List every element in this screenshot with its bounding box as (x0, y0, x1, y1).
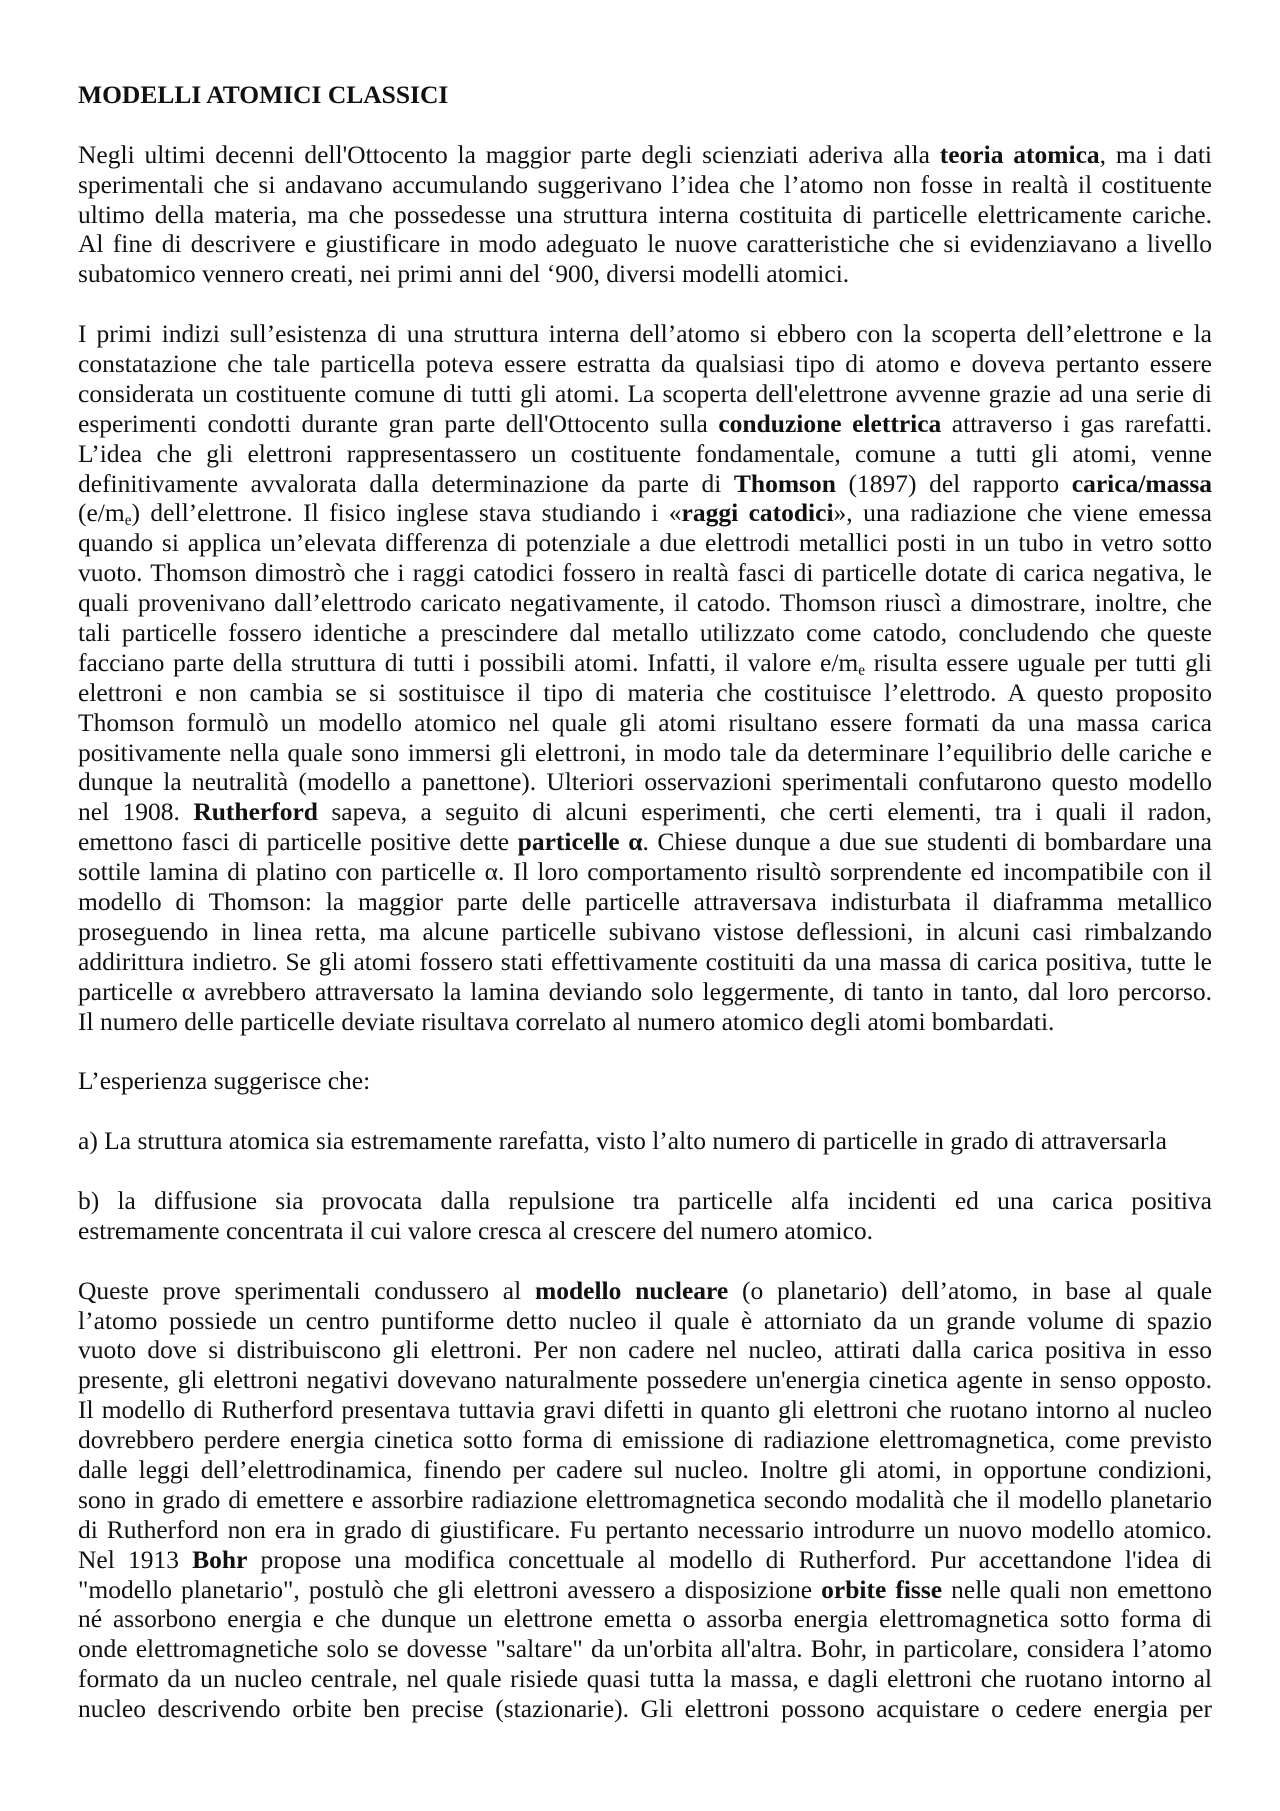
paragraph-modello-nucleare-bohr (78, 1276, 1212, 1724)
text-line (78, 738, 1212, 768)
text-line (78, 1276, 1212, 1306)
text-line (78, 229, 1212, 259)
bold-term: carica/massa (1071, 468, 1212, 498)
text-run: I primi indizi sull’esistenza di una struttura interna dell’atomo si ebbero con la scoperta dell’elettrone e la (78, 319, 1212, 349)
bold-term: particelle α (517, 827, 643, 857)
text-run: sono in grado di emettere e assorbire radiazione elettromagnetica secondo modalità che il modello planetario (78, 1484, 1212, 1514)
text-run: modello di Thomson: la maggior parte delle particelle attraversava indisturbata il diaframma metallico (78, 887, 1212, 917)
text-line (78, 379, 1212, 409)
text-run: L’idea che gli elettroni rappresentassero un costituente fondamentale, comune a tutti gli atomi, venne (78, 438, 1212, 468)
bold-term: Rutherford (193, 797, 318, 827)
text-line (78, 409, 1212, 439)
text-run: risulta essere uguale per tutti gli (865, 647, 1212, 677)
text-run: addirittura indietro. Se gli atomi fossero stati effettivamente costituiti da una massa di carica positiva, tutte le (78, 946, 1212, 976)
text-run: nucleo descrivendo orbite ben precise (stazionarie). Gli elettroni possono acquistare o cedere energia per (78, 1694, 1212, 1724)
text-run: Nel 1913 (78, 1544, 193, 1574)
text-run: a) La struttura atomica sia estremamente rarefatta, visto l’alto numero di particelle in grado di attraversarla (78, 1126, 1167, 1156)
text-run: constatazione che tale particella poteva essere estratta da qualsiasi tipo di atomo e doveva pertanto essere (78, 349, 1212, 379)
subscript: e (124, 512, 132, 530)
text-line (78, 1365, 1212, 1395)
text-run: Negli ultimi decenni dell'Ottocento la maggior parte degli scienziati aderiva alla (78, 139, 940, 169)
text-run: dovrebbero perdere energia cinetica sotto forma di emissione di radiazione elettromagnetica, come previsto (78, 1425, 1212, 1455)
bold-term: raggi catodici (681, 498, 834, 528)
text-run: particelle α avrebbero attraversato la lamina deviando solo leggermente, di tanto in tanto, dal loro percorso. (78, 976, 1212, 1006)
text-run: formato da un nucleo centrale, nel quale risiede quasi tutta la massa, e dagli elettroni che ruotano intorno al (78, 1664, 1212, 1694)
text-line (78, 1066, 1212, 1096)
text-line (78, 1664, 1212, 1694)
text-run: b) la diffusione sia provocata dalla repulsione tra particelle alfa incidenti ed una carica positiva (78, 1185, 1212, 1215)
text-run: elettroni e non cambia se si sostituisce il tipo di materia che costituisce l’elettrodo. A questo proposito (78, 677, 1212, 707)
text-line (78, 917, 1212, 947)
text-run: esperimenti condotti durante gran parte dell'Ottocento sulla (78, 408, 719, 438)
text-run: sottile lamina di platino con particelle α. Il loro comportamento risultò sorprendente ed incompatibile con il (78, 857, 1212, 887)
text-line (78, 1216, 1212, 1246)
text-run: nel 1908. (78, 797, 194, 827)
text-line (78, 259, 1212, 289)
text-line (78, 1545, 1212, 1575)
text-run: definitivamente avvalorata dalla determinazione da parte di (78, 468, 734, 498)
text-line (78, 140, 1212, 170)
text-run: sapeva, a seguito di alcuni esperimenti, che certi elementi, tra i quali il radon, (317, 797, 1212, 827)
text-run: di Rutherford non era in grado di giustificare. Fu pertanto necessario introdurre un nuovo modello atomico. (78, 1514, 1212, 1544)
text-line (78, 678, 1212, 708)
text-run: "modello planetario", postulò che gli elettroni avessero a disposizione (78, 1574, 822, 1604)
text-line (78, 498, 1212, 528)
text-run: positivamente nella quale sono immersi gli elettroni, in modo tale da determinare l’equilibrio delle cariche e (78, 737, 1212, 767)
text-run: vuoto. Thomson dimostrò che i raggi catodici fossero in realtà fasci di particelle dotate di carica negativa, le (78, 558, 1212, 588)
text-run: proseguendo in linea retta, ma alcune particelle subivano vistose deflessioni, in alcuni casi rimbalzando (78, 916, 1212, 946)
text-line (78, 1694, 1212, 1724)
bold-term: Bohr (192, 1544, 248, 1574)
text-line (78, 1575, 1212, 1605)
list-item-a (78, 1126, 1212, 1156)
text-run: Il modello di Rutherford presentava tuttavia gravi difetti in quanto gli elettroni che ruotano intorno al nucleo (78, 1395, 1212, 1425)
text-run: , ma i dati (1099, 139, 1212, 169)
bold-term: Thomson (733, 468, 836, 498)
text-line (78, 1604, 1212, 1634)
bold-term: teoria atomica (939, 139, 1100, 169)
text-run: L’esperienza suggerisce che: (78, 1066, 371, 1096)
text-line (78, 797, 1212, 827)
text-run: né assorbono energia e che dunque un elettrone emetta o assorba energia elettromagnetica sotto forma di (78, 1604, 1212, 1634)
text-run: dalle leggi dell’elettrodinamica, finendo per cadere sul nucleo. Inoltre gli atomi, in opportune condizioni, (78, 1454, 1212, 1484)
text-run: . Chiese dunque a due sue studenti di bombardare una (642, 827, 1212, 857)
bold-term: orbite fisse (821, 1574, 943, 1604)
text-line (78, 1007, 1212, 1037)
text-line (78, 947, 1212, 977)
list-item-b (78, 1186, 1212, 1246)
text-line (78, 1335, 1212, 1365)
text-run: propose una modifica concettuale al modello di Rutherford. Pur accettandone l'idea di (247, 1544, 1212, 1574)
text-run: sperimentali che si andavano accumulando suggerivano l’idea che l’atomo non fosse in realtà il costituente (78, 169, 1212, 199)
text-run: (o planetario) dell’atomo, in base al quale (728, 1275, 1213, 1305)
text-line (78, 977, 1212, 1007)
text-line (78, 588, 1212, 618)
text-line (78, 767, 1212, 797)
text-run: ) dell’elettrone. Il fisico inglese stava studiando i « (131, 498, 682, 528)
subscript: e (858, 661, 866, 679)
text-line (78, 170, 1212, 200)
text-line (78, 1485, 1212, 1515)
document-body (78, 80, 1212, 1754)
text-line (78, 857, 1212, 887)
text-line (78, 349, 1212, 379)
text-run: vuoto dove si distribuiscono gli elettroni. Per non cadere nel nucleo, attirati dalla carica positiva in esso (78, 1335, 1212, 1365)
text-line (78, 1306, 1212, 1336)
text-line (78, 1186, 1212, 1216)
text-run: onde elettromagnetiche solo se dovesse "saltare" da un'orbita all'altra. Bohr, in particolare, considera l’atomo (78, 1634, 1212, 1664)
text-run: subatomico vennero creati, nei primi anni del ‘900, diversi modelli atomici. (78, 259, 850, 289)
text-run: attraverso i gas rarefatti. (941, 408, 1212, 438)
text-run: considerata un costituente comune di tutti gli atomi. La scoperta dell'elettrone avvenne grazie ad una serie di (78, 378, 1212, 408)
text-line (78, 1455, 1212, 1485)
text-run: Il numero delle particelle deviate risultava correlato al numero atomico degli atomi bombardati. (78, 1006, 1055, 1036)
text-run: quando si applica un’elevata differenza di potenziale a due elettrodi metallici posti in un tubo in vetro sotto (78, 528, 1212, 558)
paragraph-intro (78, 140, 1212, 289)
text-line (78, 887, 1212, 917)
bold-term: modello nucleare (534, 1275, 729, 1305)
text-run: Queste prove sperimentali condussero al (78, 1275, 535, 1305)
text-line (78, 708, 1212, 738)
text-line (78, 1395, 1212, 1425)
text-run: (e/m (78, 498, 125, 528)
text-line (78, 319, 1212, 349)
text-line (78, 648, 1212, 678)
text-run: nelle quali non emettono (942, 1574, 1213, 1604)
text-run: tali particelle fossero identiche a prescindere dal metallo utilizzato come catodo, concludendo che queste (78, 618, 1212, 648)
text-run: facciano parte della struttura di tutti i possibili atomi. Infatti, il valore e/m (78, 647, 859, 677)
text-line (78, 469, 1212, 499)
bold-term: conduzione elettrica (718, 408, 942, 438)
text-line (78, 827, 1212, 857)
paragraph-thomson-rutherford (78, 319, 1212, 1036)
text-run: quali provenivano dall’elettrodo caricato negativamente, il catodo. Thomson riuscì a dimostrare, inoltre, che (78, 588, 1212, 618)
text-run: l’atomo possiede un centro puntiforme detto nucleo il quale è attorniato da un grande volume di spazio (78, 1305, 1212, 1335)
text-line (78, 200, 1212, 230)
text-line (78, 558, 1212, 588)
text-line (78, 439, 1212, 469)
document-title: MODELLI ATOMICI CLASSICI (78, 80, 449, 109)
text-run: ultimo della materia, ma che possedesse una struttura interna costituita di particelle elettricamente cariche. (78, 199, 1212, 229)
text-run: », una radiazione che viene emessa (833, 498, 1212, 528)
text-line (78, 1126, 1212, 1156)
text-run: emettono fasci di particelle positive dette (78, 827, 518, 857)
paragraph-esperienza (78, 1066, 1212, 1096)
text-run: (1897) del rapporto (835, 468, 1072, 498)
text-run: Al fine di descrivere e giustificare in modo adeguato le nuove caratteristiche che si evidenziavano a livello (78, 229, 1212, 259)
text-line (78, 618, 1212, 648)
text-line (78, 528, 1212, 558)
text-run: Thomson formulò un modello atomico nel quale gli atomi risultano essere formati da una massa carica (78, 707, 1212, 737)
text-run: presente, gli elettroni negativi dovevano naturalmente possedere un'energia cinetica agente in senso opposto. (78, 1365, 1212, 1395)
text-line (78, 1425, 1212, 1455)
text-line (78, 1515, 1212, 1545)
text-run: dunque la neutralità (modello a panettone). Ulteriori osservazioni sperimentali confutarono questo modello (78, 767, 1212, 797)
text-run: estremamente concentrata il cui valore cresca al crescere del numero atomico. (78, 1215, 874, 1245)
text-line (78, 1634, 1212, 1664)
